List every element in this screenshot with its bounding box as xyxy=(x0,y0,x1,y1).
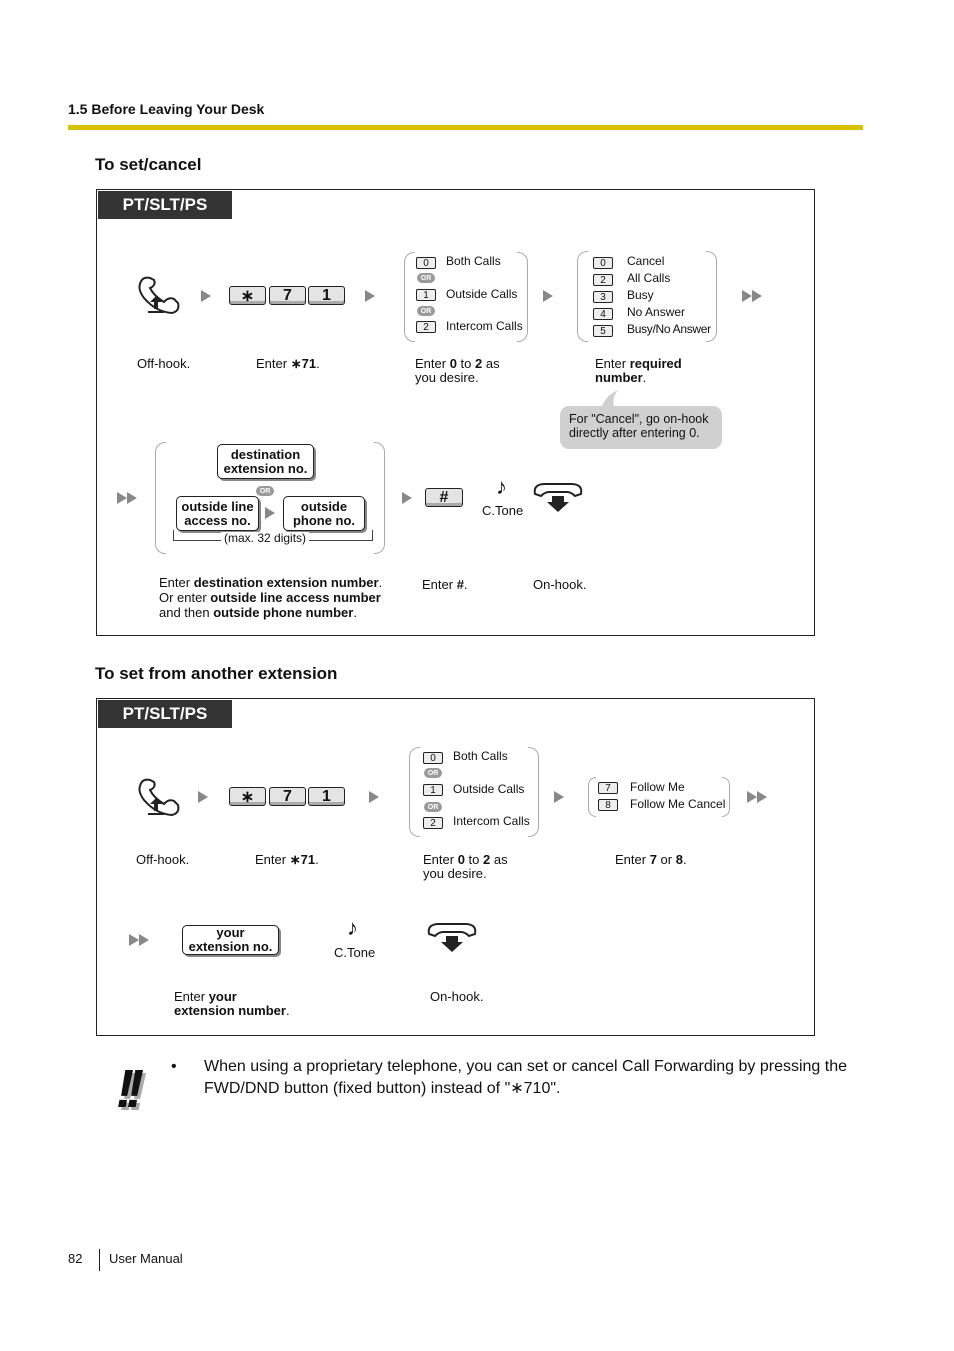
key-star: ∗ xyxy=(229,286,266,305)
bracket-left xyxy=(588,777,596,817)
caption-enter-your-extension: Enter your extension number. xyxy=(174,989,290,1018)
minikey-7: 7 xyxy=(598,782,618,794)
step-arrow xyxy=(198,791,208,803)
option-no-answer: No Answer xyxy=(627,305,686,319)
note-text: When using a proprietary telephone, you can set or cancel Call Forwarding by pressing the FWD/DND button (fixed button) instead of "∗710". xyxy=(204,1058,848,1097)
off-hook-icon xyxy=(136,776,186,818)
your-extension-box: your extension no. xyxy=(182,925,279,955)
off-hook-icon xyxy=(136,274,186,316)
caption-enter-call-type: Enter 0 to 2 as you desire. xyxy=(423,852,508,881)
caption-off-hook: Off-hook. xyxy=(136,852,190,867)
cancel-tip-bubble: For "Cancel", go on-hook directly after entering 0. xyxy=(560,406,722,449)
or-badge: OR xyxy=(417,273,435,283)
option-all-calls: All Calls xyxy=(627,271,671,285)
step-arrow xyxy=(554,791,564,803)
option-follow-me: Follow Me xyxy=(630,780,685,794)
important-note-icon: !! xyxy=(116,1059,136,1119)
outside-line-access-box: outside line access no. xyxy=(176,496,259,531)
max-digits-label: (max. 32 digits) xyxy=(221,532,309,545)
section-header: 1.5 Before Leaving Your Desk xyxy=(68,101,265,117)
caption-enter-code: Enter ∗71. xyxy=(255,852,319,867)
caption-on-hook: On-hook. xyxy=(430,989,484,1004)
minikey-2: 2 xyxy=(593,274,613,286)
phone-type-tab: PT/SLT/PS xyxy=(98,191,232,219)
minikey-1: 1 xyxy=(423,784,443,796)
bracket-left xyxy=(577,251,588,342)
on-hook-icon xyxy=(531,480,585,514)
caption-enter-destination: Enter destination extension number. Or enter outside line access number and then outside phone number. xyxy=(159,575,383,620)
bracket-left xyxy=(155,442,166,554)
caption-off-hook: Off-hook. xyxy=(137,356,191,371)
bracket-right xyxy=(374,442,385,554)
phone-type-tab: PT/SLT/PS xyxy=(98,700,232,728)
minikey-3: 3 xyxy=(593,291,613,303)
ctone-label: C.Tone xyxy=(334,945,376,960)
option-busy-no-answer: Busy/No Answer xyxy=(627,322,711,336)
destination-extension-box: destination extension no. xyxy=(217,444,314,479)
option-outside-calls: Outside Calls xyxy=(453,782,525,796)
option-both-calls: Both Calls xyxy=(446,254,501,268)
note-bullet: • xyxy=(171,1058,177,1075)
or-badge: OR xyxy=(424,768,442,778)
footer-divider xyxy=(99,1249,100,1271)
step-arrow xyxy=(402,492,412,504)
minikey-1: 1 xyxy=(416,289,436,301)
option-intercom-calls: Intercom Calls xyxy=(446,319,523,333)
minikey-8: 8 xyxy=(598,799,618,811)
section-title-set-cancel: To set/cancel xyxy=(95,155,202,174)
minikey-0: 0 xyxy=(423,752,443,764)
continue-arrow xyxy=(129,934,149,946)
caption-enter-call-type: Enter 0 to 2 as you desire. xyxy=(415,356,500,385)
or-badge: OR xyxy=(256,486,274,496)
key-7: 7 xyxy=(269,286,306,305)
minikey-2: 2 xyxy=(416,321,436,333)
caption-on-hook: On-hook. xyxy=(533,577,587,592)
step-arrow xyxy=(365,290,375,302)
key-1: 1 xyxy=(308,787,345,806)
minikey-5: 5 xyxy=(593,325,613,337)
minikey-2: 2 xyxy=(423,817,443,829)
key-hash: # xyxy=(425,488,463,507)
step-arrow xyxy=(201,290,211,302)
caption-enter-required: Enter required number. xyxy=(595,356,682,385)
minikey-0: 0 xyxy=(593,257,613,269)
step-arrow xyxy=(369,791,379,803)
step-arrow xyxy=(543,290,553,302)
or-badge: OR xyxy=(424,802,442,812)
option-follow-me-cancel: Follow Me Cancel xyxy=(630,797,726,811)
option-cancel: Cancel xyxy=(627,254,665,268)
on-hook-icon xyxy=(425,920,479,954)
step-arrow xyxy=(265,507,275,519)
outside-phone-box: outside phone no. xyxy=(283,496,365,531)
header-rule xyxy=(68,125,863,130)
minikey-4: 4 xyxy=(593,308,613,320)
key-star: ∗ xyxy=(229,787,266,806)
option-intercom-calls: Intercom Calls xyxy=(453,814,530,828)
caption-enter-hash: Enter #. xyxy=(422,577,468,592)
option-busy: Busy xyxy=(627,288,654,302)
option-outside-calls: Outside Calls xyxy=(446,287,518,301)
caption-enter-7-or-8: Enter 7 or 8. xyxy=(615,852,687,867)
continue-arrow xyxy=(117,492,137,504)
minikey-0: 0 xyxy=(416,257,436,269)
tone-note-icon: ♪ xyxy=(496,474,507,499)
footer-label: User Manual xyxy=(109,1251,183,1266)
bracket-left xyxy=(404,252,415,342)
continue-arrow xyxy=(742,290,762,302)
page-number: 82 xyxy=(68,1251,83,1266)
option-both-calls: Both Calls xyxy=(453,749,508,763)
key-1: 1 xyxy=(308,286,345,305)
or-badge: OR xyxy=(417,306,435,316)
bracket-left xyxy=(409,747,420,837)
continue-arrow xyxy=(747,791,767,803)
section-title-from-another-extension: To set from another extension xyxy=(95,664,338,683)
caption-enter-code: Enter ∗71. xyxy=(256,356,320,371)
tone-note-icon: ♪ xyxy=(347,915,358,940)
ctone-label: C.Tone xyxy=(482,503,524,518)
key-7: 7 xyxy=(269,787,306,806)
